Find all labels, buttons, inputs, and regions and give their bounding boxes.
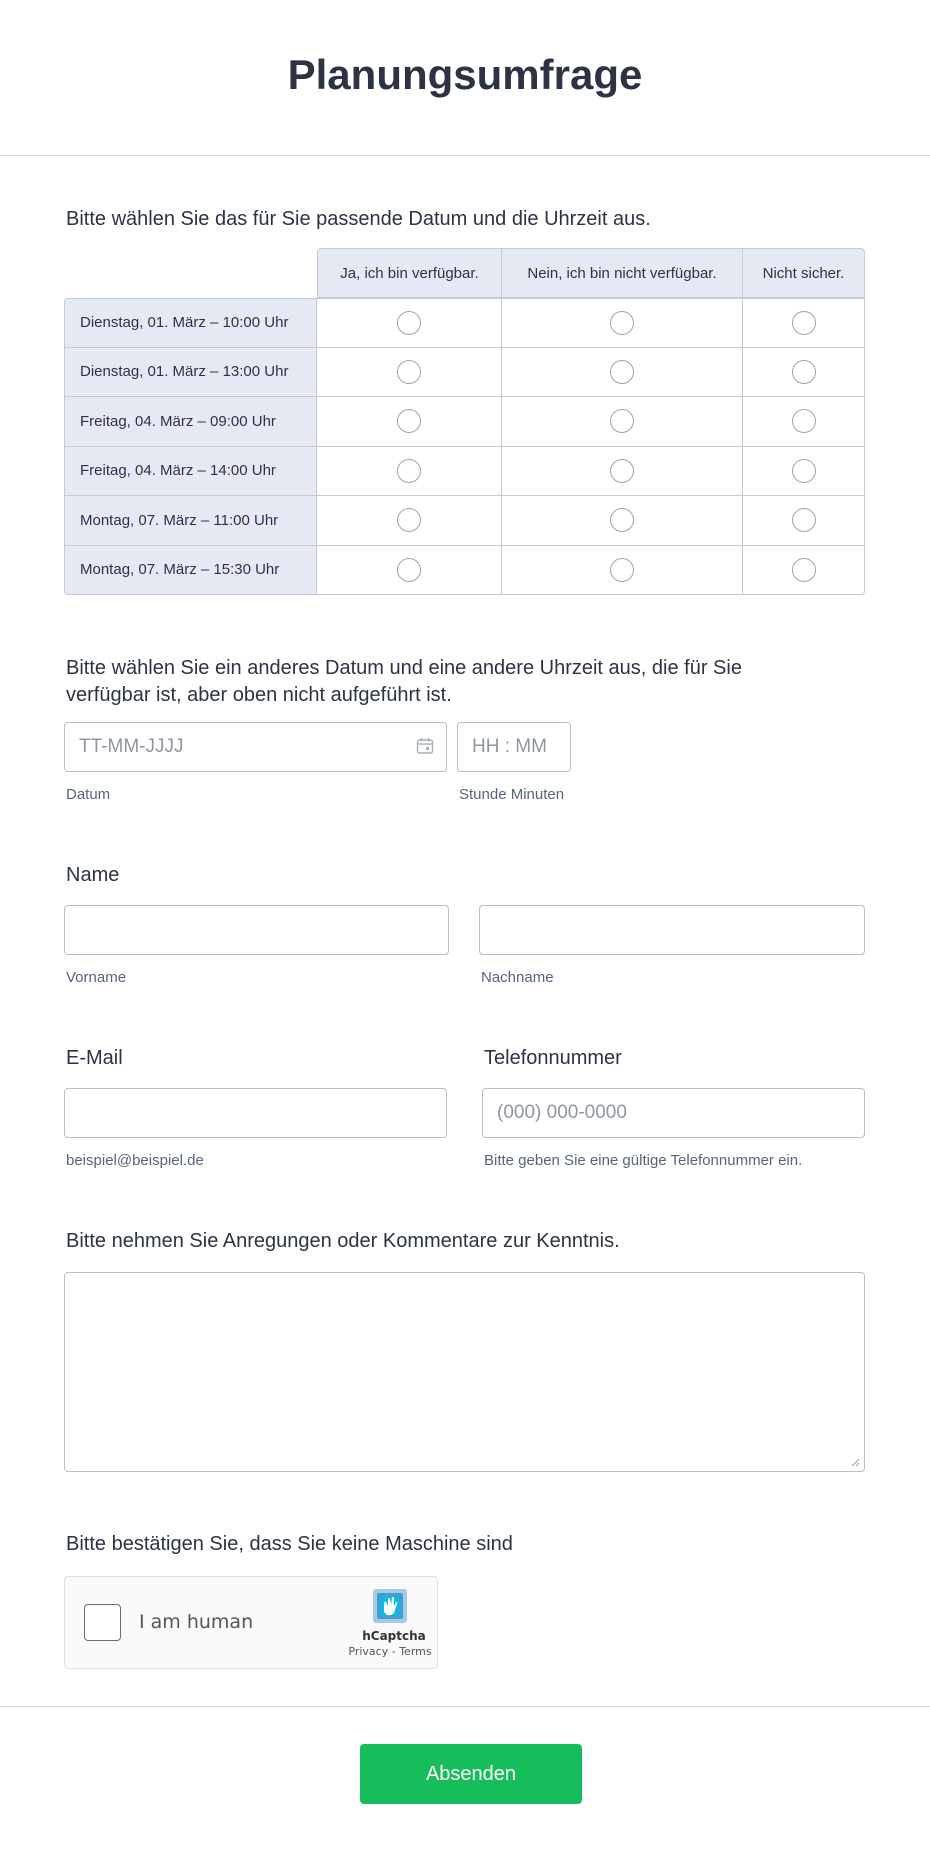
matrix-row	[64, 496, 865, 546]
radio-yes[interactable]	[397, 558, 421, 582]
matrix-row	[64, 447, 865, 497]
last-name-input[interactable]	[479, 905, 865, 955]
radio-yes[interactable]	[397, 508, 421, 532]
footer-divider	[0, 1706, 930, 1707]
matrix-header-row	[64, 248, 865, 298]
comments-textarea[interactable]	[64, 1272, 865, 1472]
availability-matrix	[64, 248, 865, 595]
radio-unsure[interactable]	[792, 459, 816, 483]
radio-unsure[interactable]	[792, 360, 816, 384]
phone-sublabel: Bitte geben Sie eine gültige Telefonnummer ein.	[484, 1152, 803, 1169]
radio-unsure[interactable]	[792, 508, 816, 532]
time-sublabel: Stunde Minuten	[459, 786, 565, 803]
date-sublabel: Datum	[66, 786, 111, 803]
page-title: Planungsumfrage	[287, 50, 643, 98]
radio-yes[interactable]	[397, 409, 421, 433]
submit-button[interactable]: Absenden	[360, 1744, 582, 1804]
first-name-sublabel: Vorname	[66, 969, 127, 986]
row-header: Dienstag, 01. März – 13:00 Uhr	[64, 348, 317, 398]
row-header: Dienstag, 01. März – 10:00 Uhr	[64, 298, 317, 348]
matrix-question-label: Bitte wählen Sie das für Sie passende Datum und die Uhrzeit aus.	[66, 208, 651, 230]
email-sublabel: beispiel@beispiel.de	[66, 1152, 204, 1169]
date-input[interactable]: TT-MM-JJJJ	[64, 722, 447, 772]
email-label: E-Mail	[66, 1047, 123, 1069]
matrix-row	[64, 397, 865, 447]
row-header: Freitag, 04. März – 09:00 Uhr	[64, 397, 317, 447]
name-label: Name	[66, 864, 120, 886]
matrix-row	[64, 348, 865, 398]
radio-no[interactable]	[610, 558, 634, 582]
column-header-unsure: Nicht sicher.	[743, 248, 865, 298]
calendar-icon[interactable]	[416, 737, 434, 755]
form-header	[0, 0, 930, 156]
radio-yes[interactable]	[397, 360, 421, 384]
first-name-input[interactable]	[64, 905, 449, 955]
radio-no[interactable]	[610, 311, 634, 335]
row-header: Freitag, 04. März – 14:00 Uhr	[64, 447, 317, 497]
radio-no[interactable]	[610, 459, 634, 483]
alt-datetime-label: Bitte wählen Sie ein anderes Datum und eine andere Uhrzeit aus, die für Sie verfügbar ist, aber oben nicht aufgeführt ist.	[66, 657, 742, 706]
matrix-row	[64, 298, 865, 348]
captcha-checkbox[interactable]	[84, 1604, 121, 1641]
row-header: Montag, 07. März – 15:30 Uhr	[64, 546, 317, 596]
time-input[interactable]: HH : MM	[457, 722, 571, 772]
phone-label: Telefonnummer	[484, 1047, 622, 1069]
captcha-privacy-terms-link[interactable]: Privacy - Terms	[348, 1645, 432, 1658]
radio-no[interactable]	[610, 508, 634, 532]
row-header: Montag, 07. März – 11:00 Uhr	[64, 496, 317, 546]
phone-input[interactable]: (000) 000-0000	[482, 1088, 865, 1138]
radio-unsure[interactable]	[792, 409, 816, 433]
radio-unsure[interactable]	[792, 558, 816, 582]
radio-yes[interactable]	[397, 459, 421, 483]
radio-unsure[interactable]	[792, 311, 816, 335]
last-name-sublabel: Nachname	[481, 969, 554, 986]
column-header-yes: Ja, ich bin verfügbar.	[317, 248, 502, 298]
column-header-no: Nein, ich bin nicht verfügbar.	[502, 248, 743, 298]
resize-handle-icon[interactable]	[850, 1457, 860, 1467]
hcaptcha-brand: hCaptcha	[362, 1629, 426, 1643]
comments-label: Bitte nehmen Sie Anregungen oder Kommentare zur Kenntnis.	[66, 1230, 620, 1252]
radio-no[interactable]	[610, 360, 634, 384]
captcha-label: Bitte bestätigen Sie, dass Sie keine Maschine sind	[66, 1533, 513, 1555]
matrix-row	[64, 546, 865, 596]
hcaptcha-logo-icon	[369, 1585, 411, 1627]
hcaptcha-widget	[64, 1576, 438, 1669]
email-input[interactable]	[64, 1088, 447, 1138]
captcha-checkbox-text: I am human	[139, 1611, 254, 1633]
radio-no[interactable]	[610, 409, 634, 433]
radio-yes[interactable]	[397, 311, 421, 335]
